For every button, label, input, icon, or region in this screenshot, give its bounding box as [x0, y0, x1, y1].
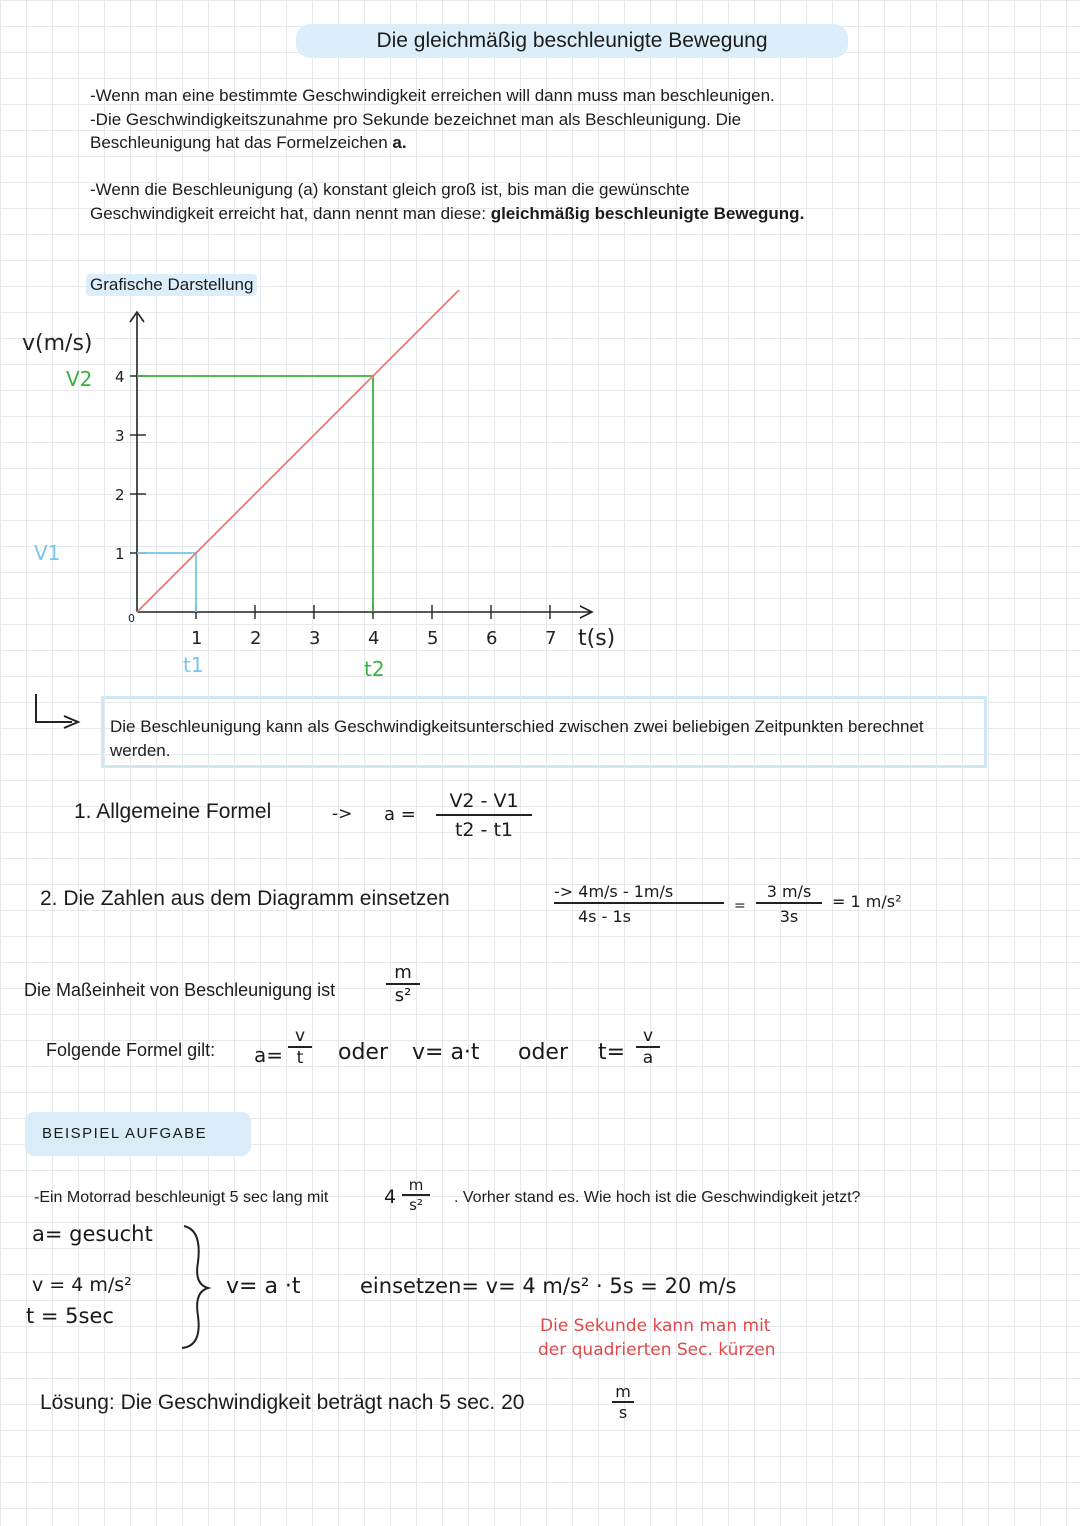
y-tick-label: 4 [115, 368, 125, 386]
formula-v: v= a·t [412, 1040, 480, 1065]
y-tick-label: 3 [115, 427, 125, 445]
x-tick-label: 4 [368, 628, 380, 649]
hook-arrow-icon [32, 692, 92, 732]
example-substitute: einsetzen= v= 4 m/s² · 5s = 20 m/s [360, 1274, 737, 1298]
x-tick-label: 5 [427, 628, 439, 649]
formula1-arrow: -> [332, 804, 353, 824]
formula2-label: 2. Die Zahlen aus dem Diagramm einsetzen [40, 887, 450, 910]
intro-line: -Wenn man eine bestimmte Geschwindigkeit erreichen will dann muss man beschleunigen. [90, 86, 775, 105]
example-question-pre: -Ein Motorrad beschleunigt 5 sec lang mit [34, 1189, 329, 1206]
y-axis-label: v(m/s) [22, 331, 93, 356]
formula-a-lhs: a= [254, 1043, 284, 1067]
y-ticks [115, 368, 146, 563]
formula-or-2: oder [518, 1040, 569, 1065]
example-q-unit-bottom: s² [409, 1196, 423, 1214]
formula2-denominator: 4s - 1s [578, 907, 631, 926]
formula2-fraction-2 [756, 882, 822, 926]
x-tick-label: 2 [250, 628, 262, 649]
chart-series [137, 290, 462, 612]
given-a: a= gesucht [32, 1222, 153, 1246]
y-tick-label: 1 [115, 545, 125, 563]
given-v: v = 4 m/s² [32, 1274, 132, 1296]
formula-t-fraction [636, 1026, 660, 1068]
solution-text: Lösung: Die Geschwindigkeit beträgt nach 5 sec. 20 [40, 1391, 525, 1414]
formula-t-num: v [636, 1026, 660, 1048]
solution-unit-bottom: s [618, 1403, 628, 1422]
formula1-fraction [436, 790, 532, 841]
page-title: Die gleichmäßig beschleunigte Bewegung [296, 24, 848, 58]
x-tick-label: 7 [545, 628, 557, 649]
formulas-label: Folgende Formel gilt: [46, 1040, 216, 1060]
formula-t-den: a [642, 1048, 654, 1068]
formula1-denominator: t2 - t1 [454, 819, 513, 841]
solution-unit-top: m [612, 1382, 634, 1403]
y-tick-label: 2 [115, 486, 125, 504]
curly-brace-icon [176, 1222, 216, 1352]
solution-unit [612, 1382, 634, 1422]
example-q-unit [402, 1176, 430, 1214]
x-tick-label: 1 [191, 628, 203, 649]
note-box: Die Beschleunigung kann als Geschwindigkeitsunterschied zwischen zwei beliebigen Zeitpunkten berechnet werden. [101, 696, 987, 768]
formula-a-den: t [296, 1048, 304, 1068]
example-q-unit-top: m [402, 1176, 430, 1196]
intro-bold: gleichmäßig beschleunigte Bewegung. [490, 203, 805, 223]
intro-paragraph-2 [90, 178, 970, 225]
formula1-lhs: a = [384, 804, 416, 825]
formula2-num2: 3 m/s [756, 882, 822, 904]
formula-a-num: v [288, 1026, 312, 1048]
example-question-post: . Vorher stand es. Wie hoch ist die Geschwindigkeit jetzt? [454, 1189, 861, 1206]
x-axis-label: t(s) [578, 626, 616, 651]
t1-label: t1 [183, 653, 204, 677]
formula2-numerator: -> 4m/s - 1m/s [554, 882, 724, 904]
formula2-den2: 3s [779, 907, 799, 926]
example-q-value: 4 [384, 1186, 397, 1208]
formula1-label: 1. Allgemeine Formel [74, 800, 272, 823]
intro-line [90, 131, 970, 155]
series-line [137, 290, 462, 612]
t2-label: t2 [364, 657, 385, 681]
formula2-fraction [554, 882, 724, 926]
formula-or-1: oder [338, 1040, 389, 1065]
intro-text: Geschwindigkeit erreicht hat, dann nennt man diese: [90, 203, 491, 223]
intro-text: Beschleunigung hat das Formelzeichen [90, 133, 393, 152]
unit-top: m [386, 962, 420, 985]
red-note-line-2: der quadrierten Sec. kürzen [538, 1340, 776, 1360]
given-t: t = 5sec [26, 1304, 114, 1328]
v2-label: V2 [66, 367, 93, 391]
red-note-line-1: Die Sekunde kann man mit [540, 1316, 771, 1336]
example-formula: v= a ·t [226, 1274, 301, 1299]
intro-line: -Die Geschwindigkeitszunahme pro Sekunde bezeichnet man als Beschleunigung. Die [90, 109, 742, 129]
formula-t-lhs: t= [598, 1040, 626, 1065]
intro-paragraph-1 [90, 84, 970, 155]
formula-a-fraction [288, 1026, 312, 1068]
example-tag: BEISPIEL AUFGABE [25, 1112, 251, 1156]
x-tick-label: 6 [486, 628, 498, 649]
unit-text: Die Maßeinheit von Beschleunigung ist [24, 980, 336, 1000]
unit-bottom: s² [394, 985, 412, 1006]
formula1-numerator: V2 - V1 [436, 790, 532, 816]
origin-label: 0 [128, 612, 135, 625]
velocity-time-chart [0, 290, 700, 690]
formula2-equals: = [734, 898, 746, 914]
intro-bold: a. [392, 133, 407, 152]
v1-label: V1 [34, 541, 61, 565]
intro-line [90, 202, 970, 226]
x-tick-label: 3 [309, 628, 321, 649]
unit-fraction [386, 962, 420, 1006]
formula2-result: = 1 m/s² [832, 892, 902, 911]
intro-line: -Wenn die Beschleunigung (a) konstant gleich groß ist, bis man die gewünschte [90, 180, 690, 199]
graph-heading: Grafische Darstellung [86, 274, 257, 296]
